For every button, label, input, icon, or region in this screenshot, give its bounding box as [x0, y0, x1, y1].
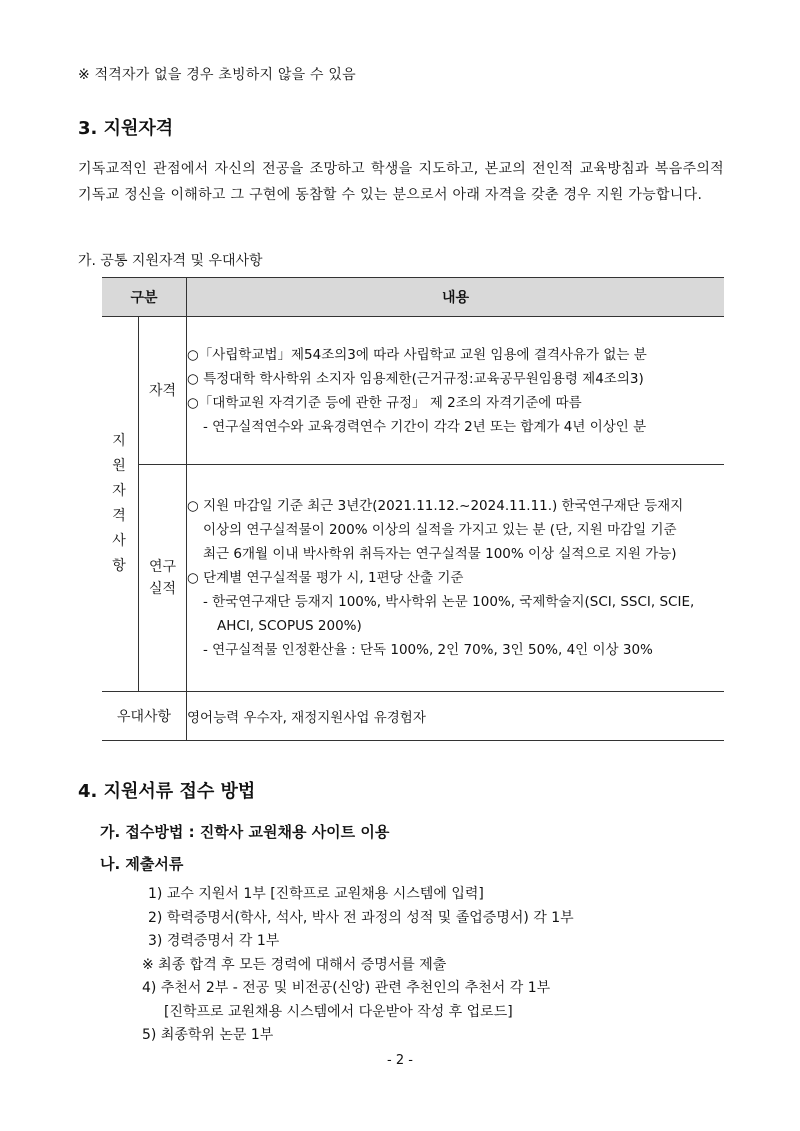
qualification-line: ○「대학교원 자격기준 등에 관한 규정」 제 2조의 자격기준에 따름: [187, 394, 582, 411]
research-line: - 한국연구재단 등재지 100%, 박사학위 논문 100%, 국제학술지(SCI, SSCI, SCIE,: [203, 594, 695, 610]
header-content: 내용: [187, 278, 724, 317]
group-label-vertical: 지 원 자 격 사 항: [112, 433, 126, 574]
preference-label: 우대사항: [102, 692, 187, 741]
research-content: [187, 465, 724, 692]
list-item: ※ 최종 합격 후 모든 경력에 대해서 증명서를 제출: [142, 956, 447, 973]
research-line: AHCI, SCOPUS 200%): [217, 618, 362, 634]
table-row-research: [102, 465, 724, 692]
application-method: 가. 접수방법 : 진학사 교원채용 사이트 이용: [100, 823, 390, 841]
qualifications-table: [102, 277, 724, 741]
table-header-row: [102, 278, 724, 317]
table-row-preference: [102, 692, 724, 741]
list-item: 5) 최종학위 논문 1부: [142, 1027, 274, 1043]
qualification-line: ○「사립학교법」제54조의3에 따라 사립학교 교원 임용에 결격사유가 없는 분: [187, 346, 647, 363]
research-line: 최근 6개월 이내 박사학위 취득자는 연구실적물 100% 이상 실적으로 지원 가능): [203, 546, 677, 562]
list-item: 1) 교수 지원서 1부 [진학프로 교원채용 시스템에 입력]: [148, 886, 484, 902]
header-category: 구분: [102, 278, 187, 317]
table-row-qualification: [102, 317, 724, 465]
page-number: - 2 -: [387, 1053, 413, 1068]
preference-content: 영어능력 우수자, 재정지원사업 유경험자: [187, 692, 724, 741]
research-line: 이상의 연구실적물이 200% 이상의 실적을 가지고 있는 분 (단, 지원 마감일 기준: [203, 522, 677, 538]
list-item: 3) 경력증명서 각 1부: [148, 933, 280, 949]
research-line: ○ 단계별 연구실적물 평가 시, 1편당 산출 기준: [187, 570, 464, 586]
research-line: ○ 지원 마감일 기준 최근 3년간(2021.11.12.~2024.11.11.) 한국연구재단 등재지: [187, 498, 684, 514]
section-3-title: 3. 지원자격: [78, 118, 174, 139]
research-line: - 연구실적물 인정환산율 : 단독 100%, 2인 70%, 3인 50%, 4인 이상 30%: [203, 642, 653, 658]
research-label: 연구 실적: [139, 465, 187, 692]
group-label-cell: [102, 317, 139, 692]
section-3-paragraph: 기독교적인 관점에서 자신의 전공을 조망하고 학생을 지도하고, 본교의 전인적 교육방침과 복음주의적 기독교 정신을 이해하고 그 구현에 동참할 수 있는 분으로서 아래 자격을 갖춘 경우 지원 가능합니다.: [78, 161, 724, 203]
disqualification-note: ※ 적격자가 없을 경우 초빙하지 않을 수 있음: [78, 67, 356, 83]
common-qualifications-subheading: 가. 공통 지원자격 및 우대사항: [78, 253, 263, 269]
documents-heading: 나. 제출서류: [100, 855, 184, 873]
qualification-content: [187, 317, 724, 465]
list-item: 2) 학력증명서(학사, 석사, 박사 전 과정의 성적 및 졸업증명서) 각 1부: [148, 909, 574, 926]
documents-list: [142, 883, 574, 1048]
list-item: [진학프로 교원채용 시스템에서 다운받아 작성 후 업로드]: [164, 1003, 513, 1020]
section-4-title: 4. 지원서류 접수 방법: [78, 781, 256, 802]
qualification-line: ○ 특정대학 학사학위 소지자 임용제한(근거규정:교육공무원임용령 제4조의3): [187, 370, 644, 387]
list-item: 4) 추천서 2부 - 전공 및 비전공(신앙) 관련 추천인의 추천서 각 1부: [142, 980, 551, 996]
qualification-line: - 연구실적연수와 교육경력연수 기간이 각각 2년 또는 합계가 4년 이상인 분: [203, 418, 647, 435]
qualification-label: 자격: [139, 317, 187, 465]
